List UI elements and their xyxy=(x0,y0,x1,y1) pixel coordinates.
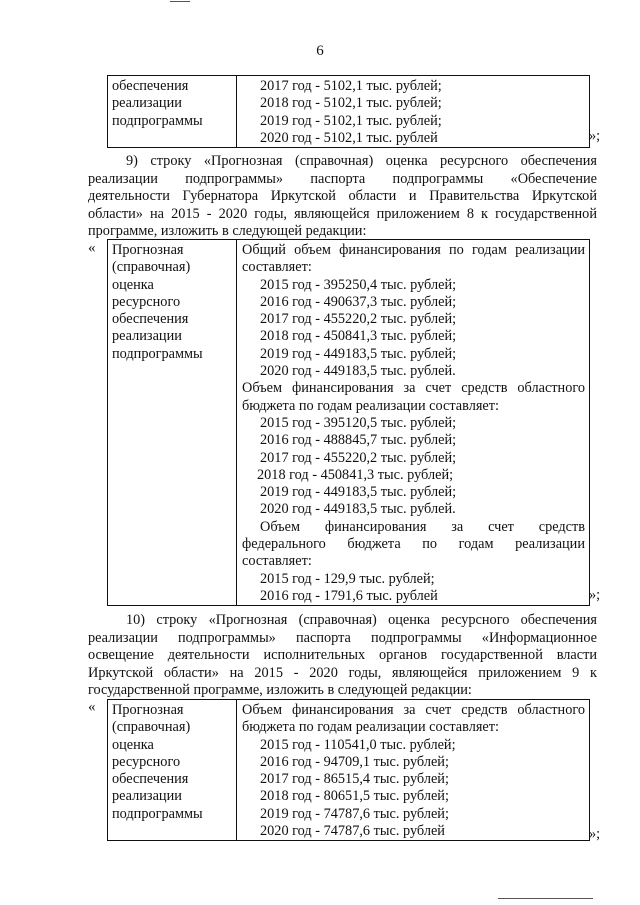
paragraph-10-line: освещение деятельности исполнительных органов государственной власти xyxy=(88,647,597,663)
table3-label-line: оценка xyxy=(112,736,154,753)
table3-label-cell xyxy=(108,700,237,841)
table2-value-line: 2017 год - 455220,2 тыс. рублей; xyxy=(260,449,457,466)
table1-value-line: 2018 год - 5102,1 тыс. рублей; xyxy=(260,95,442,112)
page-number: 6 xyxy=(316,43,324,59)
table2-label-line: подпрограммы xyxy=(112,345,203,362)
table1-label-line: реализации xyxy=(112,95,182,112)
table3-value-line: 2019 год - 74787,6 тыс. рублей; xyxy=(260,805,449,822)
table2-closing-quote: »; xyxy=(589,587,601,603)
table1-value-line: 2017 год - 5102,1 тыс. рублей; xyxy=(260,78,442,94)
table3-value-line: 2020 год - 74787,6 тыс. рублей xyxy=(260,823,445,840)
table2-value-line: 2016 год - 488845,7 тыс. рублей; xyxy=(260,432,457,449)
table3-value-line: 2016 год - 94709,1 тыс. рублей; xyxy=(260,753,449,770)
paragraph-9-line: реализации подпрограммы» паспорта подпрограммы «Обеспечение xyxy=(88,170,597,187)
table2-label-line: (справочная) xyxy=(112,259,191,276)
table1-closing-quote: »; xyxy=(589,128,601,144)
table3-closing-quote: »; xyxy=(589,826,601,842)
table2-label-cell xyxy=(108,240,237,606)
table3-value-line: 2015 год - 110541,0 тыс. рублей; xyxy=(260,736,456,753)
table3-label-line: подпрограммы xyxy=(112,805,203,822)
table3-opening-quote: « xyxy=(88,699,96,715)
paragraph-10-line: 10) строку «Прогнозная (справочная) оценка ресурсного обеспечения xyxy=(126,612,597,628)
table2-value-line: 2020 год - 449183,5 тыс. рублей. xyxy=(260,363,456,380)
paragraph-9-line: программе, изложить в следующей редакции: xyxy=(88,223,367,239)
table2-value-line: 2018 год - 450841,3 тыс. рублей; xyxy=(260,328,457,345)
table2-value-line: составляет: xyxy=(242,259,312,276)
table3-label-line: (справочная) xyxy=(112,719,191,736)
table3-value-line: 2017 год - 86515,4 тыс. рублей; xyxy=(260,771,449,788)
table1-label-cell xyxy=(108,76,237,148)
table1-value-line: 2020 год - 5102,1 тыс. рублей xyxy=(260,129,438,146)
table2-value-line: 2015 год - 395250,4 тыс. рублей; xyxy=(260,276,457,293)
scan-artifact-bottom xyxy=(498,898,593,899)
table2-value-line: 2019 год - 449183,5 тыс. рублей; xyxy=(260,484,457,501)
passport-table-subprogram-9 xyxy=(107,699,590,841)
table2-value-line: 2015 год - 395120,5 тыс. рублей; xyxy=(260,414,457,431)
table3-value-line: бюджета по годам реализации составляет: xyxy=(242,719,499,736)
table2-value-line: Объем финансирования за счет средств xyxy=(260,518,585,535)
table2-label-line: ресурсного xyxy=(112,293,181,310)
table2-value-line: 2016 год - 490637,3 тыс. рублей; xyxy=(260,293,457,310)
table2-value-line: составляет: xyxy=(242,553,312,570)
table2-value-line: 2020 год - 449183,5 тыс. рублей. xyxy=(260,501,456,518)
table2-label-line: реализации xyxy=(112,328,182,345)
table2-label-line: Прогнозная xyxy=(112,242,184,258)
table2-value-line: 2019 год - 449183,5 тыс. рублей; xyxy=(260,345,457,362)
table2-value-line: бюджета по годам реализации составляет: xyxy=(242,397,499,414)
table2-value-line: 2016 год - 1791,6 тыс. рублей xyxy=(260,587,438,604)
table2-value-line: 2015 год - 129,9 тыс. рублей; xyxy=(260,570,435,587)
table2-label-line: обеспечения xyxy=(112,311,189,328)
table2-value-line: Общий объем финансирования по годам реализации xyxy=(242,242,585,258)
table3-label-line: реализации xyxy=(112,788,182,805)
table2-value-line: федерального бюджета по годам реализации xyxy=(242,536,585,553)
paragraph-9 xyxy=(88,153,597,241)
table3-value-line: 2018 год - 80651,5 тыс. рублей; xyxy=(260,788,449,805)
paragraph-10-line: Иркутской области» на 2015 - 2020 годы, являющейся приложением 9 к xyxy=(88,664,597,681)
table3-value-line: Объем финансирования за счет средств областного xyxy=(242,702,585,718)
scan-artifact-top xyxy=(170,1,190,2)
table2-value-line: 2018 год - 450841,3 тыс. рублей; xyxy=(257,466,454,483)
table3-label-line: ресурсного xyxy=(112,753,181,770)
paragraph-10-line: государственной программе, изложить в следующей редакции: xyxy=(88,682,472,698)
paragraph-9-line: 9) строку «Прогнозная (справочная) оценка ресурсного обеспечения xyxy=(126,153,597,169)
paragraph-10 xyxy=(88,612,597,700)
table1-label-line: обеспечения xyxy=(112,78,189,94)
paragraph-10-line: реализации подпрограммы» паспорта подпрограммы «Информационное xyxy=(88,629,597,646)
paragraph-9-line: деятельности Губернатора Иркутской области и Правительства Иркутской xyxy=(88,188,597,204)
table3-label-line: Прогнозная xyxy=(112,702,184,718)
table1-value-cell xyxy=(237,76,590,148)
table3-label-line: обеспечения xyxy=(112,771,189,788)
table2-value-line: 2017 год - 455220,2 тыс. рублей; xyxy=(260,311,457,328)
table3-value-cell xyxy=(237,700,590,841)
table1-value-line: 2019 год - 5102,1 тыс. рублей; xyxy=(260,112,442,129)
table1-label-line: подпрограммы xyxy=(112,112,203,129)
table2-value-cell xyxy=(237,240,590,606)
passport-table-continued xyxy=(107,75,590,148)
passport-table-subprogram-8 xyxy=(107,239,590,606)
table2-label-line: оценка xyxy=(112,276,154,293)
table2-opening-quote: « xyxy=(88,240,96,256)
paragraph-9-line: области» на 2015 - 2020 годы, являющейся приложением 8 к государственной xyxy=(88,205,597,222)
table2-value-line: Объем финансирования за счет средств областного xyxy=(242,380,585,397)
